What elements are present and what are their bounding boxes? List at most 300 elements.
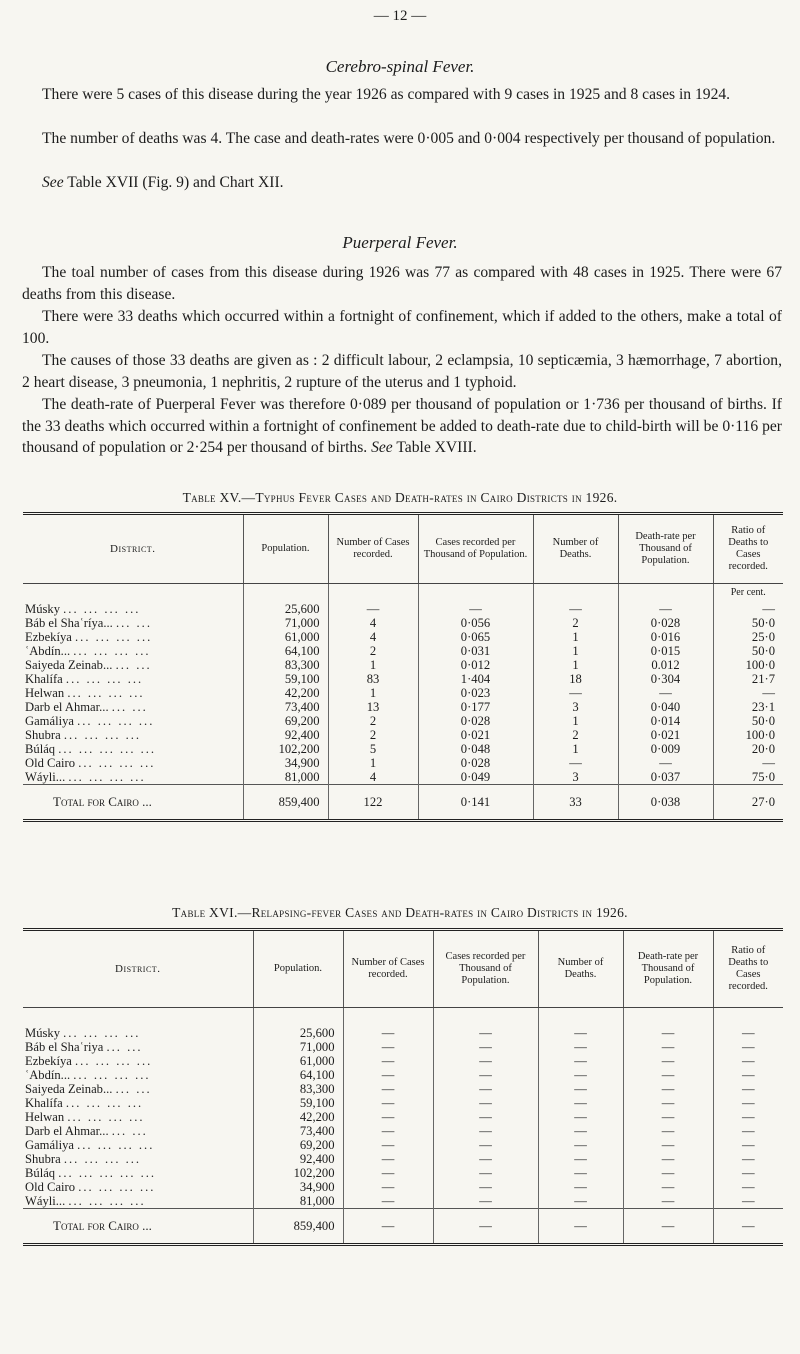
ratio-cell: — — [713, 1068, 783, 1082]
table-row — [23, 756, 783, 770]
death-rate-cell: 0·015 — [618, 644, 713, 658]
death-rate-cell: — — [623, 1180, 713, 1194]
population-cell: 64,100 — [253, 1068, 343, 1082]
cases-cell: — — [343, 1138, 433, 1152]
cases-cell: 1 — [328, 756, 418, 770]
table-row — [23, 686, 783, 700]
deaths-cell: — — [538, 1040, 623, 1054]
leader-dots: ... ... ... ... — [75, 630, 153, 644]
population-cell: 92,400 — [253, 1152, 343, 1166]
district-name: Báb el Shaʿriya — [25, 1040, 104, 1054]
total-cases-cell: — — [343, 1209, 433, 1245]
death-rate-cell: — — [623, 1194, 713, 1209]
table-xvi-caption: Table XVI.—Relapsing-fever Cases and Death-rates in Cairo Districts in 1926. — [172, 905, 628, 920]
deaths-cell: 1 — [533, 742, 618, 756]
total-deaths-cell: 33 — [533, 785, 618, 821]
district-name: Darb el Ahmar... — [25, 700, 109, 714]
cerebro-spinal-heading: Cerebro-spinal Fever. — [325, 57, 475, 76]
deaths-cell: — — [538, 1082, 623, 1096]
ratio-cell: 23·1 — [713, 700, 783, 714]
table-xv-caption: Table XV.—Typhus Fever Cases and Death-rates in Cairo Districts in 1926. — [182, 490, 618, 505]
cases-cell: — — [343, 1180, 433, 1194]
district-cell — [23, 616, 243, 630]
population-cell: 25,600 — [253, 1026, 343, 1040]
death-rate-cell: — — [623, 1110, 713, 1124]
cases-cell: 4 — [328, 630, 418, 644]
cases-rate-cell: — — [433, 1096, 538, 1110]
leader-dots: ... ... ... ... — [75, 1054, 153, 1068]
district-name: Báb el Shaʿríya... — [25, 616, 113, 630]
population-cell: 61,000 — [243, 630, 328, 644]
death-rate-cell: 0·037 — [618, 770, 713, 785]
cases-cell: — — [343, 1096, 433, 1110]
col-deaths: Number of Deaths. — [533, 514, 618, 584]
total-death-rate-cell: 0·038 — [618, 785, 713, 821]
district-cell — [23, 1194, 253, 1209]
table-xv — [23, 512, 783, 822]
table-row — [23, 1054, 783, 1068]
population-cell: 25,600 — [243, 602, 328, 616]
district-cell — [23, 1026, 253, 1040]
ratio-cell: — — [713, 1152, 783, 1166]
col-cases: Number of Cases recorded. — [343, 930, 433, 1008]
total-cases-rate-cell: — — [433, 1209, 538, 1245]
cases-rate-cell: — — [433, 1054, 538, 1068]
population-cell: 34,900 — [253, 1180, 343, 1194]
death-rate-cell: — — [623, 1026, 713, 1040]
cases-rate-cell: — — [433, 1040, 538, 1054]
cases-rate-cell: 0·028 — [418, 714, 533, 728]
cases-rate-cell: — — [433, 1166, 538, 1180]
puerperal-paragraph-2: There were 33 deaths which occurred within a fortnight of confinement, which if added to the others, make a total of 100. — [22, 308, 782, 347]
district-cell — [23, 672, 243, 686]
deaths-cell: — — [533, 686, 618, 700]
district-cell — [23, 770, 243, 785]
table-row — [23, 1166, 783, 1180]
district-name: Gamáliya — [25, 714, 74, 728]
population-cell: 64,100 — [243, 644, 328, 658]
table-row — [23, 1124, 783, 1138]
population-cell: 61,000 — [253, 1054, 343, 1068]
deaths-cell: 2 — [533, 728, 618, 742]
district-name: Khalífa — [25, 672, 63, 686]
deaths-cell: — — [538, 1096, 623, 1110]
cases-rate-cell: — — [433, 1068, 538, 1082]
cases-rate-cell: 0·028 — [418, 756, 533, 770]
cases-cell: 5 — [328, 742, 418, 756]
leader-dots: ... ... ... ... ... — [58, 742, 157, 756]
district-name: ʿAbdín... — [25, 1068, 71, 1082]
deaths-cell: 1 — [533, 644, 618, 658]
district-cell — [23, 714, 243, 728]
district-cell — [23, 1166, 253, 1180]
cases-cell: 4 — [328, 616, 418, 630]
district-name: Búláq — [25, 742, 56, 756]
population-cell: 69,200 — [253, 1138, 343, 1152]
ratio-cell: — — [713, 1124, 783, 1138]
table-row — [23, 602, 783, 616]
population-cell: 69,200 — [243, 714, 328, 728]
cases-cell: 4 — [328, 770, 418, 785]
total-deaths-cell: — — [538, 1209, 623, 1245]
district-name: Saiyeda Zeinab... — [25, 658, 113, 672]
total-ratio-cell: 27·0 — [713, 785, 783, 821]
deaths-cell: — — [538, 1194, 623, 1209]
deaths-cell: — — [538, 1026, 623, 1040]
ratio-cell: — — [713, 602, 783, 616]
leader-dots: ... ... — [115, 1082, 152, 1096]
cerebro-paragraph-3: See Table XVII (Fig. 9) and Chart XII. — [42, 174, 284, 191]
table-row — [23, 1082, 783, 1096]
ratio-cell: 100·0 — [713, 728, 783, 742]
total-row — [23, 785, 783, 821]
death-rate-cell: 0·016 — [618, 630, 713, 644]
cases-cell: — — [343, 1068, 433, 1082]
total-cases-rate-cell: 0·141 — [418, 785, 533, 821]
deaths-cell: — — [538, 1124, 623, 1138]
cases-rate-cell: 0·012 — [418, 658, 533, 672]
district-cell — [23, 686, 243, 700]
district-name: Gamáliya — [25, 1138, 74, 1152]
deaths-cell: — — [538, 1054, 623, 1068]
district-name: Helwan — [25, 1110, 65, 1124]
leader-dots: ... ... ... ... ... — [58, 1166, 157, 1180]
puerperal-paragraph-3: The causes of those 33 deaths are given as : 2 difficult labour, 2 eclampsia, 10 septicæmia, 3 hæmorrhage, 7 abortion, 2 heart disease, 3 pneumonia, 1 nephritis, 2 rupture of the uterus and 1 typhoid. — [22, 352, 782, 391]
cases-cell: 2 — [328, 644, 418, 658]
population-cell: 34,900 — [243, 756, 328, 770]
population-cell: 73,400 — [243, 700, 328, 714]
population-cell: 102,200 — [253, 1166, 343, 1180]
cases-rate-cell: — — [418, 602, 533, 616]
cases-rate-cell: — — [433, 1082, 538, 1096]
total-row — [23, 1209, 783, 1245]
ratio-cell: 50·0 — [713, 644, 783, 658]
table-row — [23, 700, 783, 714]
col-cases: Number of Cases recorded. — [328, 514, 418, 584]
population-cell: 92,400 — [243, 728, 328, 742]
page-number: — 12 — — [373, 8, 427, 24]
table-row — [23, 672, 783, 686]
population-cell: 71,000 — [243, 616, 328, 630]
district-name: Músky — [25, 602, 60, 616]
unit-note: Per cent. — [713, 584, 783, 603]
district-cell — [23, 1110, 253, 1124]
ratio-cell: — — [713, 1110, 783, 1124]
table-row — [23, 644, 783, 658]
death-rate-cell: — — [623, 1082, 713, 1096]
ratio-cell: — — [713, 756, 783, 770]
death-rate-cell: — — [623, 1124, 713, 1138]
deaths-cell: — — [538, 1138, 623, 1152]
cerebro-paragraph-1: There were 5 cases of this disease during the year 1926 as compared with 9 cases in 1925 and 8 cases in 1924. — [42, 86, 731, 103]
leader-dots: ... ... ... ... — [77, 1138, 155, 1152]
ratio-cell: — — [713, 1082, 783, 1096]
cases-cell: 2 — [328, 728, 418, 742]
leader-dots: ... ... ... ... — [73, 644, 151, 658]
death-rate-cell: — — [623, 1138, 713, 1152]
leader-dots: ... ... — [111, 1124, 148, 1138]
leader-dots: ... ... ... ... — [63, 1026, 141, 1040]
ratio-cell: — — [713, 1096, 783, 1110]
district-cell — [23, 1040, 253, 1054]
cases-rate-cell: — — [433, 1152, 538, 1166]
col-population: Population. — [253, 930, 343, 1008]
table-row — [23, 1096, 783, 1110]
deaths-cell: — — [538, 1180, 623, 1194]
ratio-cell: — — [713, 1040, 783, 1054]
ratio-cell: 100·0 — [713, 658, 783, 672]
district-name: Old Cairo — [25, 756, 76, 770]
table-row — [23, 1194, 783, 1209]
table-row — [23, 1068, 783, 1082]
district-cell — [23, 742, 243, 756]
deaths-cell: 3 — [533, 700, 618, 714]
cases-rate-cell: 0·021 — [418, 728, 533, 742]
table-row — [23, 658, 783, 672]
leader-dots: ... ... ... ... — [78, 756, 156, 770]
district-cell — [23, 644, 243, 658]
table-row — [23, 728, 783, 742]
death-rate-cell: 0.012 — [618, 658, 713, 672]
table-row — [23, 1180, 783, 1194]
col-district: District. — [23, 514, 243, 584]
district-name: Shubra — [25, 1152, 61, 1166]
ratio-cell: 25·0 — [713, 630, 783, 644]
district-cell — [23, 1082, 253, 1096]
ratio-cell: — — [713, 1026, 783, 1040]
population-cell: 73,400 — [253, 1124, 343, 1138]
deaths-cell: — — [533, 602, 618, 616]
population-cell: 83,300 — [243, 658, 328, 672]
district-name: Saiyeda Zeinab... — [25, 1082, 113, 1096]
district-cell — [23, 700, 243, 714]
district-cell — [23, 658, 243, 672]
death-rate-cell: 0·009 — [618, 742, 713, 756]
table-row — [23, 770, 783, 785]
cases-cell: — — [343, 1026, 433, 1040]
table-row — [23, 1026, 783, 1040]
district-name: Ezbekíya — [25, 1054, 72, 1068]
table-xvi — [23, 928, 783, 1246]
leader-dots: ... ... ... ... — [67, 1110, 145, 1124]
table-row — [23, 714, 783, 728]
deaths-cell: — — [538, 1110, 623, 1124]
cases-cell: — — [343, 1082, 433, 1096]
col-cases-rate: Cases recorded per Thousand of Population. — [433, 930, 538, 1008]
cases-cell: — — [343, 1166, 433, 1180]
death-rate-cell: — — [618, 686, 713, 700]
ratio-cell: 21·7 — [713, 672, 783, 686]
cases-cell: — — [343, 1152, 433, 1166]
district-cell — [23, 1096, 253, 1110]
district-name: Búláq — [25, 1166, 56, 1180]
leader-dots: ... ... ... ... — [77, 714, 155, 728]
cases-rate-cell: — — [433, 1026, 538, 1040]
district-name: Shubra — [25, 728, 61, 742]
leader-dots: ... ... ... ... — [78, 1180, 156, 1194]
deaths-cell: 3 — [533, 770, 618, 785]
death-rate-cell: — — [623, 1166, 713, 1180]
district-name: Helwan — [25, 686, 65, 700]
deaths-cell: 1 — [533, 630, 618, 644]
cases-cell: — — [343, 1194, 433, 1209]
leader-dots: ... ... — [111, 700, 148, 714]
population-cell: 102,200 — [243, 742, 328, 756]
cerebro-paragraph-2: The number of deaths was 4. The case and death-rates were 0·005 and 0·004 respectively per thousand of population. — [42, 130, 776, 147]
district-name: Músky — [25, 1026, 60, 1040]
cases-cell: 83 — [328, 672, 418, 686]
ratio-cell: 50·0 — [713, 714, 783, 728]
total-ratio-cell: — — [713, 1209, 783, 1245]
total-death-rate-cell: — — [623, 1209, 713, 1245]
district-cell — [23, 1054, 253, 1068]
ratio-cell: 75·0 — [713, 770, 783, 785]
table-row — [23, 1152, 783, 1166]
deaths-cell: 1 — [533, 714, 618, 728]
ratio-cell: — — [713, 1166, 783, 1180]
cases-cell: — — [328, 602, 418, 616]
table-row — [23, 616, 783, 630]
col-cases-rate: Cases recorded per Thousand of Population. — [418, 514, 533, 584]
district-cell — [23, 1124, 253, 1138]
leader-dots: ... ... ... ... — [63, 602, 141, 616]
ratio-cell: 20·0 — [713, 742, 783, 756]
cases-rate-cell: 0·177 — [418, 700, 533, 714]
cases-rate-cell: 0·065 — [418, 630, 533, 644]
puerperal-paragraph-1: The toal number of cases from this disease during 1926 was 77 as compared with 48 cases in 1925. There were 67 deaths from this disease. — [22, 264, 782, 303]
death-rate-cell: 0·014 — [618, 714, 713, 728]
district-name: Khalífa — [25, 1096, 63, 1110]
district-cell — [23, 1180, 253, 1194]
deaths-cell: — — [538, 1068, 623, 1082]
cases-rate-cell: 0·031 — [418, 644, 533, 658]
population-cell: 42,200 — [253, 1110, 343, 1124]
table-row — [23, 630, 783, 644]
district-name: Old Cairo — [25, 1180, 76, 1194]
deaths-cell: — — [538, 1166, 623, 1180]
cases-cell: 1 — [328, 686, 418, 700]
leader-dots: ... ... ... ... — [65, 672, 144, 686]
population-cell: 83,300 — [253, 1082, 343, 1096]
cases-cell: 1 — [328, 658, 418, 672]
total-district-cell: Total for Cairo ... — [23, 785, 243, 821]
cases-rate-cell: 0·048 — [418, 742, 533, 756]
district-cell — [23, 728, 243, 742]
population-cell: 71,000 — [253, 1040, 343, 1054]
ratio-cell: — — [713, 1194, 783, 1209]
cases-rate-cell: 1·404 — [418, 672, 533, 686]
col-deaths: Number of Deaths. — [538, 930, 623, 1008]
population-cell: 59,100 — [253, 1096, 343, 1110]
deaths-cell: 2 — [533, 616, 618, 630]
col-death-rate: Death-rate per Thousand of Population. — [618, 514, 713, 584]
death-rate-cell: 0·021 — [618, 728, 713, 742]
cases-cell: 2 — [328, 714, 418, 728]
death-rate-cell: 0·304 — [618, 672, 713, 686]
population-cell: 59,100 — [243, 672, 328, 686]
ratio-cell: 50·0 — [713, 616, 783, 630]
cases-rate-cell: 0·056 — [418, 616, 533, 630]
deaths-cell: 1 — [533, 658, 618, 672]
leader-dots: ... ... ... ... — [73, 1068, 151, 1082]
district-name: Darb el Ahmar... — [25, 1124, 109, 1138]
leader-dots: ... ... ... ... — [68, 1194, 146, 1208]
death-rate-cell: — — [623, 1068, 713, 1082]
district-cell — [23, 630, 243, 644]
total-cases-cell: 122 — [328, 785, 418, 821]
leader-dots: ... ... — [115, 616, 152, 630]
death-rate-cell: 0·028 — [618, 616, 713, 630]
death-rate-cell: — — [618, 756, 713, 770]
leader-dots: ... ... — [106, 1040, 143, 1054]
district-cell — [23, 756, 243, 770]
district-cell — [23, 602, 243, 616]
population-cell: 81,000 — [243, 770, 328, 785]
death-rate-cell: — — [623, 1152, 713, 1166]
cases-cell: — — [343, 1054, 433, 1068]
col-death-rate: Death-rate per Thousand of Population. — [623, 930, 713, 1008]
ratio-cell: — — [713, 1180, 783, 1194]
cases-rate-cell: — — [433, 1180, 538, 1194]
district-cell — [23, 1068, 253, 1082]
cases-cell: — — [343, 1110, 433, 1124]
cases-cell: — — [343, 1040, 433, 1054]
col-ratio: Ratio of Deaths to Cases recorded. — [713, 930, 783, 1008]
col-district: District. — [23, 930, 253, 1008]
puerperal-paragraph-4: The death-rate of Puerperal Fever was therefore 0·089 per thousand of population or 1·736 per thousand of births. If the 33 deaths which occurred within a fortnight of confinement be added to death-rate due to child-birth will be 0·116 per thousand of population or 2·254 per thousand of births. See Table XVIII. — [22, 396, 782, 457]
death-rate-cell: — — [623, 1054, 713, 1068]
death-rate-cell: 0·040 — [618, 700, 713, 714]
leader-dots: ... ... ... ... — [67, 686, 145, 700]
district-name: Ezbekíya — [25, 630, 72, 644]
cases-rate-cell: — — [433, 1194, 538, 1209]
table-row — [23, 742, 783, 756]
district-name: Wáyli... — [25, 1194, 66, 1208]
death-rate-cell: — — [618, 602, 713, 616]
leader-dots: ... ... ... ... — [63, 1152, 142, 1166]
district-cell — [23, 1138, 253, 1152]
deaths-cell: 18 — [533, 672, 618, 686]
cases-rate-cell: — — [433, 1110, 538, 1124]
total-population-cell: 859,400 — [253, 1209, 343, 1245]
district-cell — [23, 1152, 253, 1166]
ratio-cell: — — [713, 1054, 783, 1068]
ratio-cell: — — [713, 686, 783, 700]
death-rate-cell: — — [623, 1096, 713, 1110]
table-row — [23, 1040, 783, 1054]
cases-rate-cell: — — [433, 1124, 538, 1138]
col-ratio: Ratio of Deaths to Cases recorded. — [713, 514, 783, 584]
population-cell: 81,000 — [253, 1194, 343, 1209]
leader-dots: ... ... ... ... — [68, 770, 146, 784]
total-population-cell: 859,400 — [243, 785, 328, 821]
population-cell: 42,200 — [243, 686, 328, 700]
deaths-cell: — — [533, 756, 618, 770]
leader-dots: ... ... ... ... — [65, 1096, 144, 1110]
death-rate-cell: — — [623, 1040, 713, 1054]
cases-cell: — — [343, 1124, 433, 1138]
leader-dots: ... ... — [115, 658, 152, 672]
table-row — [23, 1138, 783, 1152]
deaths-cell: — — [538, 1152, 623, 1166]
cases-cell: 13 — [328, 700, 418, 714]
puerperal-heading: Puerperal Fever. — [342, 233, 458, 252]
cases-rate-cell: 0·049 — [418, 770, 533, 785]
leader-dots: ... ... ... ... — [63, 728, 142, 742]
total-district-cell: Total for Cairo ... — [23, 1209, 253, 1245]
table-row — [23, 1110, 783, 1124]
district-name: ʿAbdín... — [25, 644, 71, 658]
